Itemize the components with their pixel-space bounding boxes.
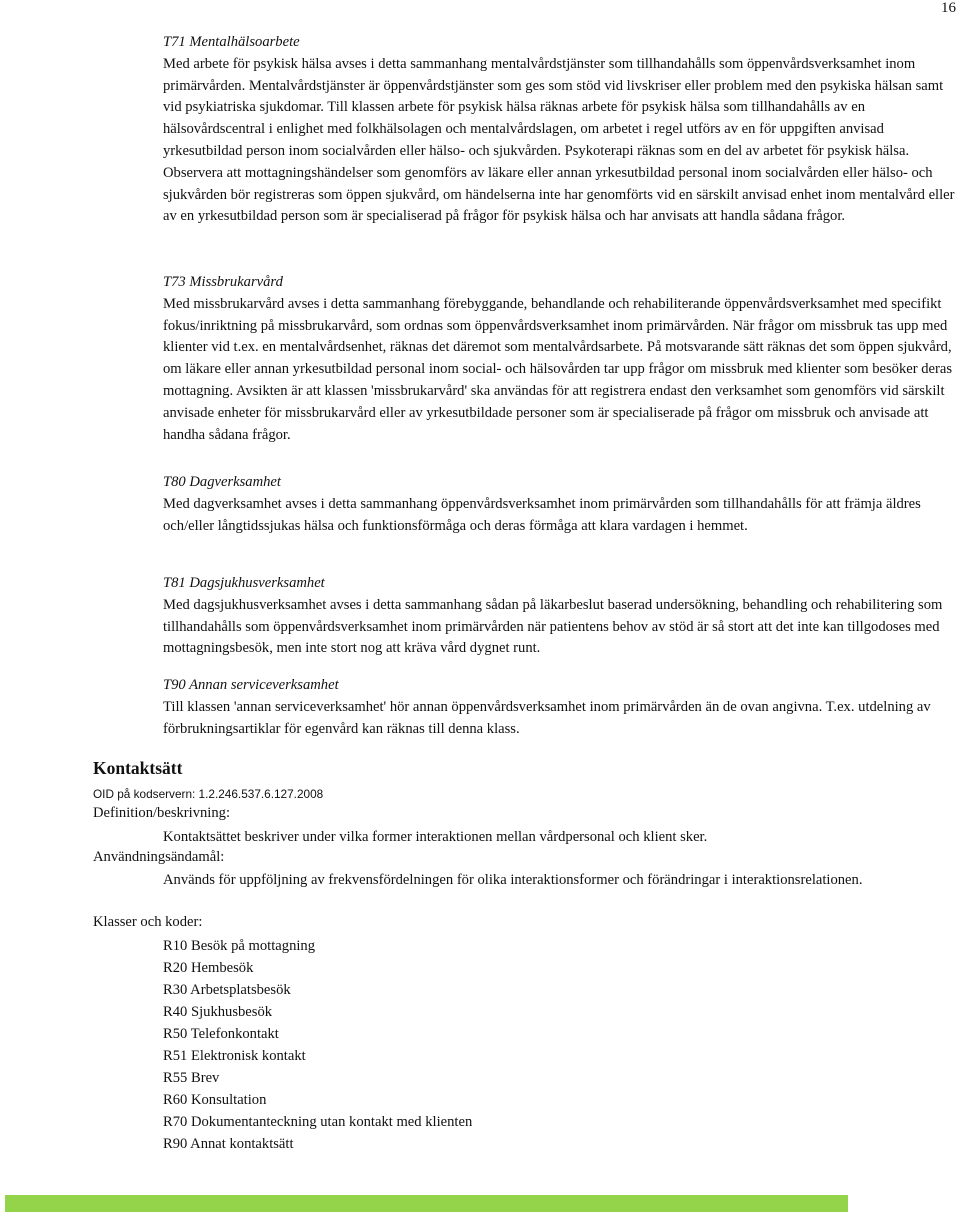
classes-label: Klasser och koder: [93, 914, 203, 930]
page-number: 16 [941, 0, 956, 16]
section-body: Med dagsjukhusverksamhet avses i detta sammanhang sådan på läkarbeslut baserad undersökning, behandling och rehabilitering som tillhandahålls som öppenvårdsverksamhet inom primärvården när patientens behov av stöd är så stort att det inte kan tillgodoses med mottagningsbesök, men inte stort nog att kräva vård dygnet runt. [163, 596, 943, 657]
code-item: R30 Arbetsplatsbesök [163, 982, 291, 998]
code-item: R20 Hembesök [163, 960, 254, 976]
section-title: T71 Mentalhälsoarbete [163, 34, 300, 50]
section-title: T80 Dagverksamhet [163, 474, 281, 490]
code-list [163, 935, 472, 1155]
section-t81 [163, 573, 956, 660]
section-t90 [163, 675, 956, 740]
code-item: R40 Sjukhusbesök [163, 1004, 273, 1020]
usage-label: Användningsändamål: [93, 849, 225, 865]
code-item: R90 Annat kontaktsätt [163, 1136, 294, 1152]
section-body: Med arbete för psykisk hälsa avses i detta sammanhang mentalvårdstjänster som tillhandahålls som öppenvårdsverksamhet inom primärvården. Mentalvårdstjänster är öppenvårdstjänster som ges som stöd vid livskriser eller problem med den psykiska hälsan samt vid psykiatriska sjukdomar. Till klassen arbete för psykisk hälsa räknas arbete för psykisk hälsa som tillhandahålls av en hälsovårdscentral i enlighet med folkhälsolagen och mentalvårdslagen, om arbetet i regel utförs av en för uppgiften anvisad yrkesutbildad person inom socialvården eller hälso- och sjukvården. Psykoterapi räknas som en del av arbetet för psykisk hälsa. Observera att mottagningshändelser som genomförs av läkare eller annan yrkesutbildad personal inom socialvården eller hälso- och sjukvården bör registreras som öppen sjukvård, om händelserna inte har genomförts vid en särskilt anvisad enhet inom mentalvård eller av en yrkesutbildad person som är specialiserad på frågor för psykisk hälsa och har anvisats att handla sådana frågor. [163, 55, 955, 225]
section-title: T90 Annan serviceverksamhet [163, 677, 339, 693]
code-item: R70 Dokumentanteckning utan kontakt med klienten [163, 1114, 473, 1130]
code-item: R50 Telefonkontakt [163, 1026, 279, 1042]
footer-bar [5, 1195, 848, 1212]
definition-text: Kontaktsättet beskriver under vilka former interaktionen mellan vårdpersonal och klient sker. [163, 829, 708, 845]
section-body: Med dagverksamhet avses i detta sammanhang öppenvårdsverksamhet inom primärvården som tillhandahålls för att främja äldres och/eller långtidssjukas hälsa och funktionsförmåga och deras förmåga att klara vardagen i hemmet. [163, 495, 921, 534]
section-title: T73 Missbrukarvård [163, 274, 283, 290]
code-item: R55 Brev [163, 1070, 220, 1086]
section-t73 [163, 272, 956, 446]
code-item: R10 Besök på mottagning [163, 938, 316, 954]
code-item: R60 Konsultation [163, 1092, 267, 1108]
kontaktsatt-heading: Kontaktsätt [93, 758, 183, 778]
oid-line: OID på kodservern: 1.2.246.537.6.127.2008 [93, 787, 324, 801]
code-item: R51 Elektronisk kontakt [163, 1048, 306, 1064]
section-t71 [163, 32, 956, 228]
section-body: Med missbrukarvård avses i detta sammanhang förebyggande, behandlande och rehabiliterande öppenvårdsverksamhet med specifikt fokus/inriktning på missbrukarvård, som ordnas som öppenvårdsverksamhet inom primärvården. När frågor om missbruk tas upp med klienter vid t.ex. en mentalvårdsenhet, räknas det däremot som mentalvårdsarbete. På motsvarande sätt räknas det som öppen sjukvård, om läkare eller annan yrkesutbildad personal inom social- och hälsovården tar upp frågor om missbruk med klienter som besöker deras mottagning. Avsikten är att klassen 'missbrukarvård' ska användas för att registrera endast den verksamhet som genomförs vid särskilt anvisade enheter för missbrukarvård eller av yrkesutbildade personer som är specialiserade på frågor om missbruk och anvisade att handha sådana frågor. [163, 295, 953, 443]
section-title: T81 Dagsjukhusverksamhet [163, 575, 325, 591]
section-body: Till klassen 'annan serviceverksamhet' hör annan öppenvårdsverksamhet inom primärvården än de ovan angivna. T.ex. utdelning av förbrukningsartiklar för egenvård kan räknas till denna klass. [163, 698, 931, 737]
usage-text: Används för uppföljning av frekvensfördelningen för olika interaktionsformer och förändringar i interaktionsrelationen. [163, 872, 863, 888]
definition-label: Definition/beskrivning: [93, 805, 231, 821]
section-t80 [163, 472, 956, 537]
